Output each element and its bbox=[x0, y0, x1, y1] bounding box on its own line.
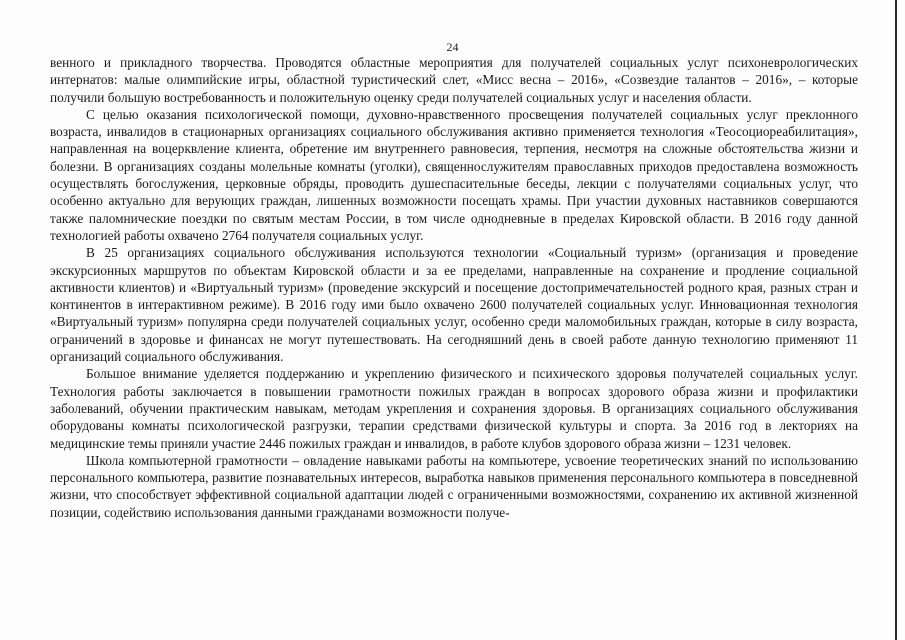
paragraph-continuation: венного и прикладного творчества. Проводятся областные мероприятия для получателей социальных услуг психоневрологических интернатов: малые олимпийские игры, областной туристический слет, «Мисс весна – 2016», «Созвездие талантов – 2016», – которые получили большую востребованность и положительную оценку среди получателей социальных услуг и населения области. bbox=[50, 55, 858, 105]
body-text bbox=[50, 54, 858, 521]
scan-edge-line bbox=[895, 0, 897, 640]
paragraph-social-tourism: В 25 организациях социального обслуживания используются технологии «Социальный туризм» (организация и проведение экскурсионных маршрутов по объектам Кировской области и за ее пределами, направленные на сохранение и продление социальной активности клиентов) и «Виртуальный туризм» (проведение экскурсий и посещение достопримечательностей родного края, разных стран и континентов в интерактивном режиме). В 2016 году ими было охвачено 2600 получателей социальных услуг. Инновационная технология «Виртуальный туризм» популярна среди получателей социальных услуг, особенно среди маломобильных граждан, которые в силу возраста, ограничений в здоровье и финансах не могут путешествовать. На сегодняшний день в своей работе данную технологию применяют 11 организаций социального обслуживания. bbox=[50, 245, 858, 365]
page-number: 24 bbox=[446, 40, 459, 54]
paragraph-health: Большое внимание уделяется поддержанию и укреплению физического и психического здоровья получателей социальных услуг. Технология работы заключается в повышении грамотности пожилых граждан в вопросах здорового образа жизни и профилактики заболеваний, обучении практическим навыкам, методам укрепления и сохранения здоровья. В организациях социального обслуживания оборудованы комнаты психологической разгрузки, терапии средствами физической культуры и спорта. За 2016 год в лекториях на медицинские темы приняли участие 2446 пожилых граждан и инвалидов, в работе клубов здорового образа жизни – 1231 человек. bbox=[50, 366, 858, 451]
paragraph-computer-literacy: Школа компьютерной грамотности – овладение навыками работы на компьютере, усвоение теоретических знаний по использованию персонального компьютера, развитие познавательных интересов, выработка навыков применения персонального компьютера в повседневной жизни, что способствует эффективной социальной адаптации людей с ограниченными возможностями, сохранению их активной жизненной позиции, содействию использования данными гражданами возможности получе- bbox=[50, 452, 858, 520]
paragraph-theosocial-rehab: С целью оказания психологической помощи, духовно-нравственного просвещения получателей социальных услуг преклонного возраста, инвалидов в стационарных организациях социального обслуживания активно применяется технология «Теосоциореабилитация», направленная на воцерквление клиента, обретение им внутреннего равновесия, терпения, несмотря на сложные обстоятельства жизни и болезни. В организациях созданы молельные комнаты (уголки), священнослужителям православных приходов предоставлена возможность осуществлять богослужения, церковные обряды, проводить душеспасительные беседы, лекции с получателями социальных услуг, что особенно актуально для верующих граждан, лишенных возможности посещать храмы. При участии духовных наставников совершаются также паломнические поездки по святым местам России, в том числе однодневные в пределах Кировской области. В 2016 году данной технологией работы охвачено 2764 получателя социальных услуг. bbox=[50, 106, 858, 243]
